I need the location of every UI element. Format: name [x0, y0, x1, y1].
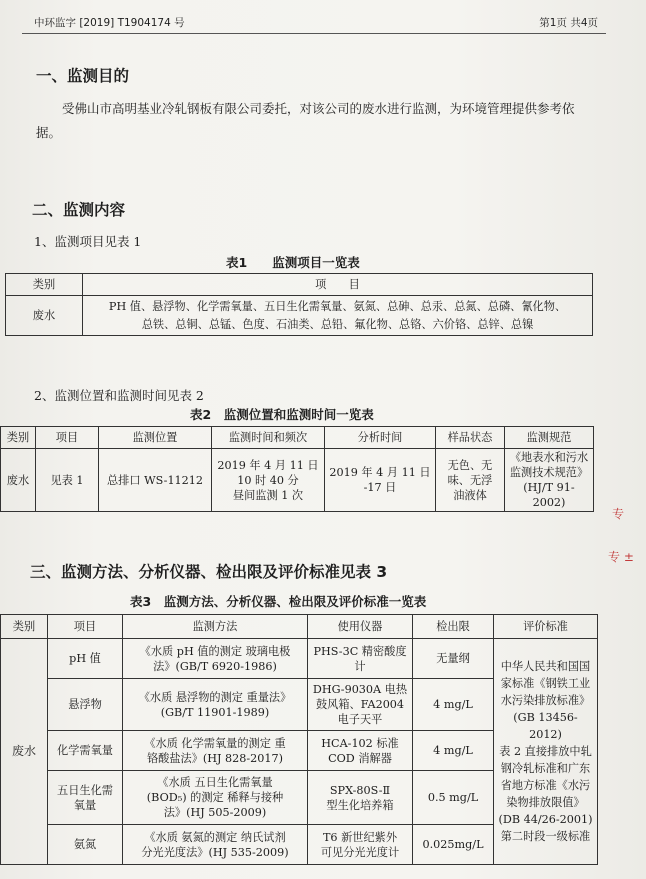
table2-time-line3: 昼间监测 1 次	[232, 488, 304, 502]
section1-title: 一、监测目的	[36, 67, 130, 85]
table3-h-category: 类别	[1, 615, 48, 639]
table3-row1-limit: 无量纲	[413, 639, 494, 679]
table2-h-spec: 监测规范	[505, 427, 594, 449]
table2-location: 总排口 WS-11212	[99, 449, 212, 512]
table1-header-category: 类别	[6, 274, 83, 296]
section3-title: 三、监测方法、分析仪器、检出限及评价标准见表 3	[30, 563, 388, 581]
table3-standard-l7: 省地方标准《水污	[500, 779, 591, 792]
table3-standard-l10: 第二时段一级标准	[500, 830, 591, 843]
table2-analysis-line2: -17 日	[363, 481, 397, 494]
table3-row4-item-l1: 五日生化需	[57, 783, 113, 797]
table2-analysis-line1: 2019 年 4 月 11 日	[329, 466, 431, 479]
table3-row2-method-l1: 《水质 悬浮物的测定 重量法》	[138, 690, 292, 704]
table2-caption: 表2 监测位置和监测时间一览表	[190, 407, 374, 422]
table3-row3-method-l1: 《水质 化学需氧量的测定 重	[144, 736, 286, 750]
table3-standard-l1: 中华人民共和国国	[500, 660, 591, 673]
table3-row3-limit: 4 mg/L	[413, 731, 494, 771]
table2-category: 废水	[1, 449, 36, 512]
table2-h-item: 项目	[36, 427, 99, 449]
table3-row1-item: pH 值	[48, 639, 123, 679]
table3-row5-instr-l2: 可见分光光度计	[320, 845, 400, 859]
table3-row1-instr-l2: 计	[354, 659, 366, 673]
table3-row2-item: 悬浮物	[48, 679, 123, 731]
table3-row4-method-l1: 《水质 五日生化需氧量	[157, 776, 273, 789]
table3-row1-method-l1: 《水质 pH 值的测定 玻璃电极	[139, 644, 291, 658]
header-rule	[22, 33, 606, 34]
table3-h-item: 项目	[48, 615, 123, 639]
table1-items-line1: PH 值、悬浮物、化学需氧量、五日生化需氧量、氨氮、总砷、总汞、总氮、总磷、氰化物、	[108, 299, 567, 313]
section2-sub2: 2、监测位置和监测时间见表 2	[34, 388, 204, 403]
table1-caption: 表1 监测项目一览表	[226, 255, 360, 270]
table2-h-category: 类别	[1, 427, 36, 449]
table2-time-line2: 10 时 40 分	[237, 473, 299, 487]
section1-text: 受佛山市高明基业冷轧钢板有限公司委托，对该公司的废水进行监测，为环境管理提供参考依据。	[36, 101, 575, 140]
table3-standard-l3: 水污染排放标准》	[500, 694, 591, 707]
page-number: 第1页 共4页	[539, 17, 598, 29]
table2-h-state: 样品状态	[436, 427, 505, 449]
table3-category: 废水	[1, 639, 48, 865]
table3-standard-l9: (DB 44/26-2001)	[498, 813, 593, 826]
table3-row5-limit: 0.025mg/L	[413, 825, 494, 865]
table3-standard-l2: 家标准《钢铁工业	[500, 677, 591, 690]
margin-stamp-mark-bottom: 专 ±	[608, 550, 634, 564]
table2-h-location: 监测位置	[99, 427, 212, 449]
table3-row5-item: 氨氮	[48, 825, 123, 865]
table3-row4-limit: 0.5 mg/L	[413, 771, 494, 825]
section2-title: 二、监测内容	[32, 201, 126, 219]
table2-spec-line3: (HJ/T 91-2002)	[523, 481, 575, 509]
table3-standard-l5: 表 2 直接排放中轧	[499, 745, 592, 758]
table1-items-line2: 总铁、总铜、总锰、色度、石油类、总铅、氟化物、总铬、六价铬、总锌、总镍	[141, 317, 534, 331]
table2-spec-line1: 《地表水和污水	[509, 451, 589, 464]
table3-row3-method-l2: 铬酸盐法》(HJ 828-2017)	[146, 751, 284, 765]
table3-h-method: 监测方法	[123, 615, 308, 639]
table3-row2-instr-l2: 鼓风箱、FA2004	[315, 698, 405, 711]
margin-stamp-mark-top: 专	[612, 507, 625, 521]
table3-row4-instr-l2: 型生化培养箱	[326, 798, 394, 812]
table3-row5-method-l1: 《水质 氨氮的测定 纳氏试剂	[144, 830, 286, 844]
table3-h-instrument: 使用仪器	[308, 615, 413, 639]
table3-standard-l4: (GB 13456-2012)	[513, 711, 578, 741]
section2-sub1: 1、监测项目见表 1	[34, 234, 142, 249]
table3-standard-l6: 钢冷轧标准和广东	[500, 762, 591, 775]
table2-h-time: 监测时间和频次	[212, 427, 325, 449]
table3-row4-item-l2: 氧量	[73, 798, 97, 812]
table3-row4-instr-l1: SPX-80S-Ⅱ	[329, 783, 391, 797]
table3-h-standard: 评价标准	[494, 615, 598, 639]
table3-row1-method-l2: 法》(GB/T 6920-1986)	[153, 659, 277, 673]
table3-row3-item: 化学需氧量	[48, 731, 123, 771]
table3-row2-instr-l1: DHG-9030A 电热	[312, 683, 408, 696]
table3-row3-instr-l2: COD 消解器	[328, 751, 392, 765]
table2-state-line1: 无色、无	[447, 458, 493, 472]
table2-state-line2: 味、无浮	[447, 473, 493, 487]
table1-header-items: 项 目	[83, 274, 593, 296]
table2	[0, 426, 594, 512]
table3-row2-method-l2: (GB/T 11901-1989)	[160, 705, 270, 719]
table3-row5-instr-l1: T6 新世纪紫外	[322, 830, 398, 844]
report-number: 中环监字 [2019] T1904174 号	[34, 17, 185, 29]
table2-state-line3: 油液体	[453, 488, 487, 502]
table3	[0, 614, 598, 865]
table3-row4-method-l3: 法》(HJ 505-2009)	[163, 806, 267, 819]
table3-row2-limit: 4 mg/L	[413, 679, 494, 731]
table3-row2-instr-l3: 电子天平	[337, 713, 383, 726]
table1	[5, 273, 593, 336]
table3-h-limit: 检出限	[413, 615, 494, 639]
table3-row1-instr-l1: PHS-3C 精密酸度	[313, 644, 407, 658]
table2-time-line1: 2019 年 4 月 11 日	[217, 458, 319, 472]
table3-caption: 表3 监测方法、分析仪器、检出限及评价标准一览表	[130, 594, 427, 609]
table2-spec-line2: 监测技术规范》	[509, 466, 589, 479]
table2-item: 见表 1	[36, 449, 99, 512]
table3-standard-l8: 染物排放限值》	[506, 796, 585, 809]
table3-row5-method-l2: 分光光度法》(HJ 535-2009)	[141, 845, 289, 859]
table3-row3-instr-l1: HCA-102 标准	[321, 736, 399, 750]
table3-row4-method-l2: (BOD₅) 的测定 稀释与接种	[146, 791, 284, 804]
table1-category: 废水	[6, 296, 83, 336]
table2-h-analysis: 分析时间	[325, 427, 436, 449]
